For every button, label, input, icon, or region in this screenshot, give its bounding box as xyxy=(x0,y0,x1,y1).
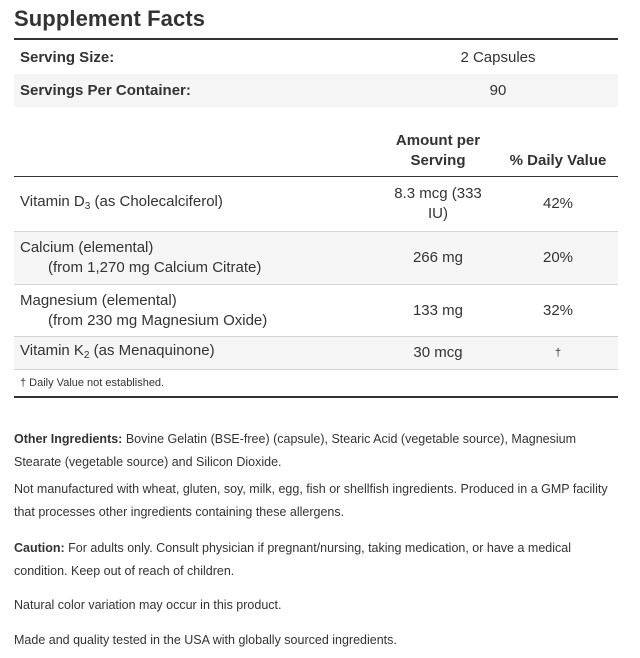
nutrient-name: Vitamin $D_3$ (as Cholecalciferol) xyxy=(20,192,223,212)
column-header-row xyxy=(14,132,618,177)
nutrient-amount: 30 mcg xyxy=(413,344,463,361)
serving-size-label: Serving Size: xyxy=(20,48,115,66)
made-in-usa-note: Made and quality tested in the USA with globally sourced ingredients. xyxy=(14,633,397,647)
nutrient-daily-value: 32% xyxy=(542,301,574,319)
nutrient-daily-value: 42% xyxy=(542,195,574,212)
footnote: † Daily Value not established. xyxy=(20,377,165,389)
nutrient-row xyxy=(14,337,618,370)
serving-size-value: 2 Capsules xyxy=(460,48,536,66)
color-variation-note: Natural color variation may occur in this product. xyxy=(14,598,282,612)
allergen-note: Not manufactured with wheat, gluten, soy, milk, egg, fish or shellfish ingredients. Produced in a GMP facility that processes other ingredients containing these allergens. xyxy=(14,482,608,519)
servings-per-container-row xyxy=(14,74,618,107)
nutrient-amount: 8.3 mcg (333 IU) xyxy=(394,185,482,222)
daily-value-header: % Daily Value xyxy=(509,152,607,169)
nutrient-row xyxy=(14,177,618,232)
nutrient-amount: 266 mg xyxy=(412,249,464,266)
nutrient-name: Magnesium (elemental) (from 230 mg Magnesium Oxide) xyxy=(20,291,268,329)
nutrient-name: Calcium (elemental) (from 1,270 mg Calcium Citrate) xyxy=(20,239,262,276)
serving-size-row xyxy=(14,40,618,74)
other-ingredients: Other Ingredients: Bovine Gelatin (BSE-free) (capsule), Stearic Acid (vegetable source), Magnesium Stearate (vegetable source) and Silicon Dioxide. xyxy=(14,432,577,469)
servings-per-container-label: Servings Per Container: xyxy=(20,82,191,99)
nutrient-daily-value: 20% xyxy=(542,249,574,266)
servings-per-container-value: 90 xyxy=(489,82,507,99)
nutrient-row xyxy=(14,232,618,285)
spacer xyxy=(14,107,618,136)
nutrient-daily-value: † xyxy=(554,347,562,359)
page-title: Supplement Facts xyxy=(14,6,206,31)
nutrient-name: Vitamin $K_2$ (as Menaquinone) xyxy=(20,341,215,361)
amount-per-serving-header: Amount per Serving xyxy=(395,132,481,169)
supplement-facts-table xyxy=(14,38,618,398)
nutrient-row xyxy=(14,285,618,337)
nutrient-amount: 133 mg xyxy=(412,301,464,319)
caution-note: Caution: For adults only. Consult physician if pregnant/nursing, taking medication, or have a medical condition. Keep out of reach of children. xyxy=(14,541,571,578)
